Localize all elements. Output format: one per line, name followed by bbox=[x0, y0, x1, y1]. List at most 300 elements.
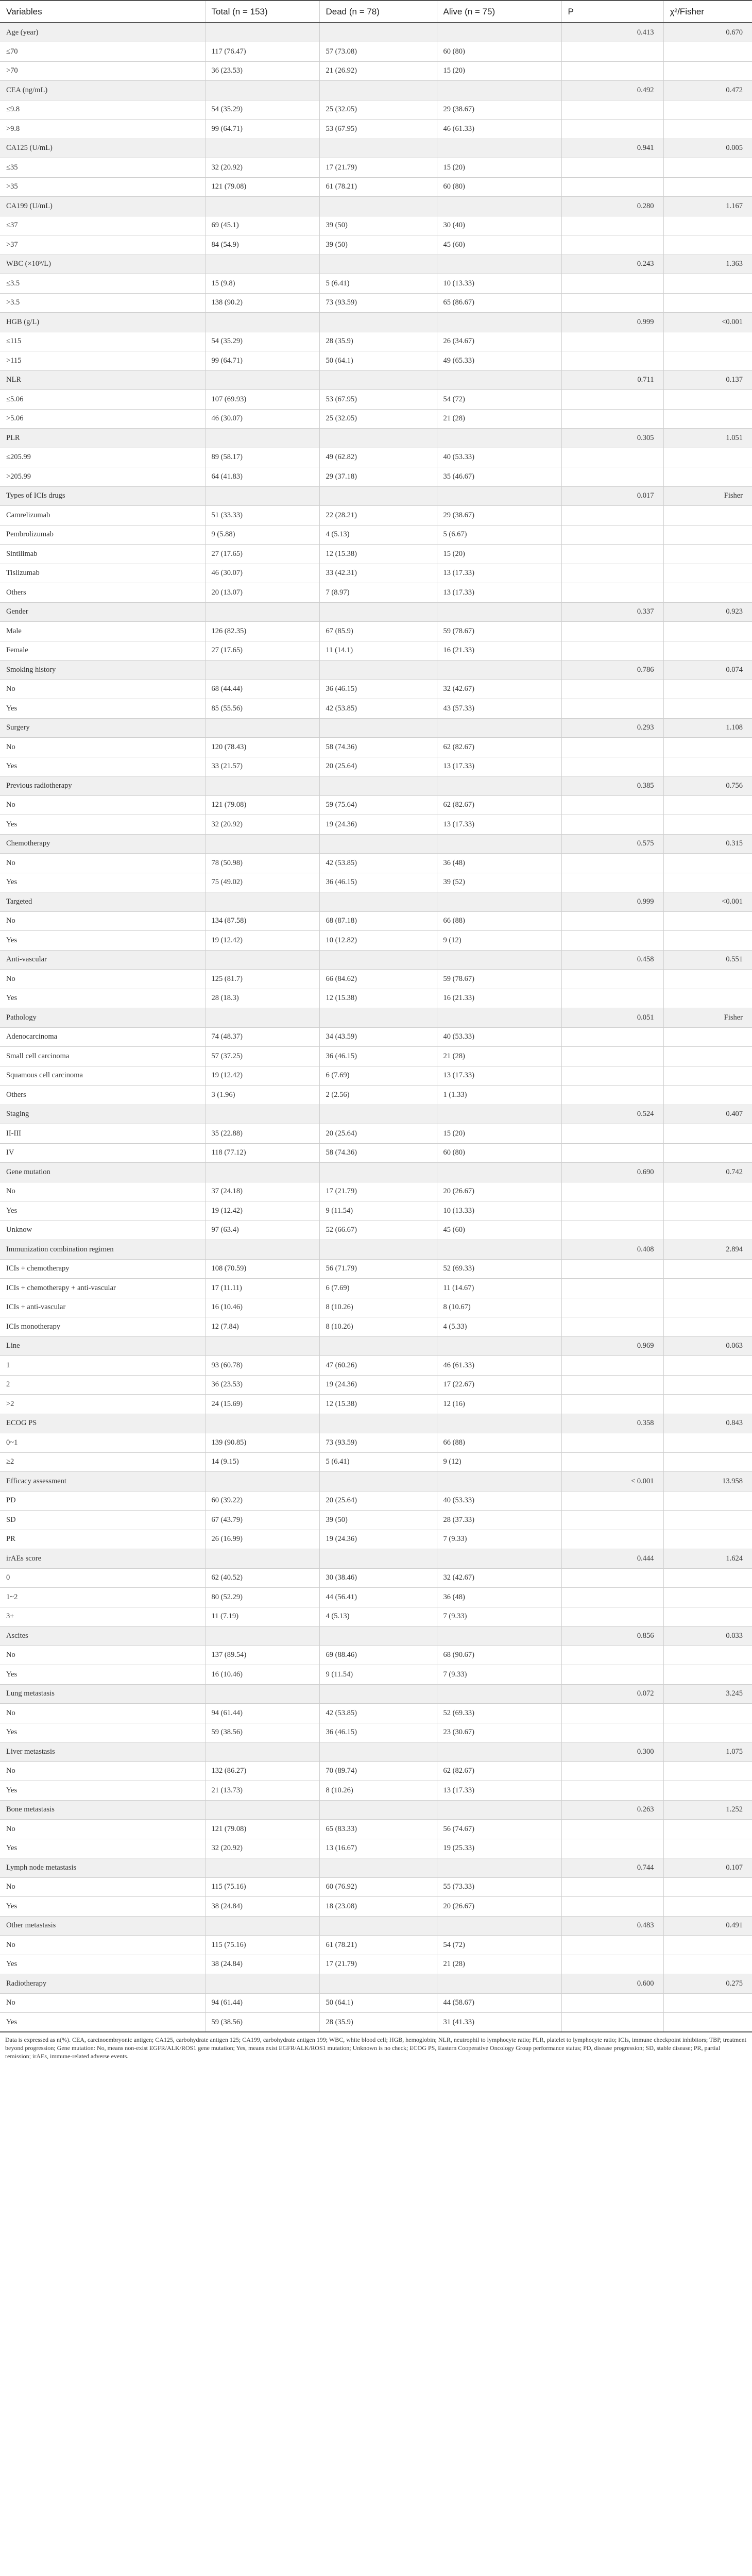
total-cell bbox=[205, 313, 319, 332]
p-value-cell: 0.483 bbox=[561, 1916, 663, 1936]
dead-cell: 20 (25.64) bbox=[319, 1124, 437, 1144]
dead-cell: 57 (73.08) bbox=[319, 42, 437, 62]
chi-fisher-cell: Fisher bbox=[663, 1008, 752, 1028]
alive-cell bbox=[437, 1974, 561, 1994]
chi-fisher-cell bbox=[663, 1356, 752, 1376]
chi-fisher-cell bbox=[663, 1955, 752, 1974]
total-cell: 17 (11.11) bbox=[205, 1279, 319, 1298]
chi-fisher-cell: 0.315 bbox=[663, 834, 752, 854]
p-value-cell bbox=[561, 1588, 663, 1607]
p-value-cell bbox=[561, 100, 663, 120]
total-cell bbox=[205, 1858, 319, 1878]
variable-cell: >5.06 bbox=[0, 409, 205, 429]
alive-cell: 62 (82.67) bbox=[437, 738, 561, 757]
p-value-cell bbox=[561, 1356, 663, 1376]
total-cell: 80 (52.29) bbox=[205, 1588, 319, 1607]
total-cell: 121 (79.08) bbox=[205, 1820, 319, 1839]
alive-cell bbox=[437, 892, 561, 912]
alive-cell: 13 (17.33) bbox=[437, 815, 561, 835]
variable-cell: Yes bbox=[0, 699, 205, 719]
total-cell: 117 (76.47) bbox=[205, 42, 319, 62]
variable-cell: >35 bbox=[0, 177, 205, 197]
table-row bbox=[0, 1182, 752, 1201]
total-cell: 46 (30.07) bbox=[205, 564, 319, 583]
dead-cell: 25 (32.05) bbox=[319, 409, 437, 429]
variable-cell: ≥2 bbox=[0, 1452, 205, 1472]
chi-fisher-cell bbox=[663, 1646, 752, 1665]
dead-cell bbox=[319, 313, 437, 332]
table-row bbox=[0, 120, 752, 139]
p-value-cell: 0.575 bbox=[561, 834, 663, 854]
chi-fisher-cell bbox=[663, 1839, 752, 1858]
table-row bbox=[0, 100, 752, 120]
alive-cell: 39 (52) bbox=[437, 873, 561, 892]
variable-cell: Female bbox=[0, 641, 205, 660]
total-cell: 126 (82.35) bbox=[205, 622, 319, 641]
chi-fisher-cell bbox=[663, 1298, 752, 1317]
table-row bbox=[0, 1530, 752, 1549]
variable-cell: Others bbox=[0, 1086, 205, 1105]
p-value-cell bbox=[561, 158, 663, 178]
total-cell: 32 (20.92) bbox=[205, 815, 319, 835]
variable-cell: Efficacy assessment bbox=[0, 1472, 205, 1492]
chi-fisher-cell bbox=[663, 1568, 752, 1588]
dead-cell: 6 (7.69) bbox=[319, 1066, 437, 1086]
dead-cell: 39 (50) bbox=[319, 216, 437, 235]
alive-cell bbox=[437, 602, 561, 622]
table-row bbox=[0, 1395, 752, 1414]
variable-cell: Staging bbox=[0, 1105, 205, 1124]
total-cell bbox=[205, 660, 319, 680]
p-value-cell bbox=[561, 680, 663, 699]
dead-cell: 36 (46.15) bbox=[319, 680, 437, 699]
alive-cell: 16 (21.33) bbox=[437, 989, 561, 1008]
p-value-cell bbox=[561, 61, 663, 81]
chi-fisher-cell bbox=[663, 1375, 752, 1395]
p-value-cell bbox=[561, 815, 663, 835]
dead-cell: 10 (12.82) bbox=[319, 931, 437, 951]
table-group-row bbox=[0, 255, 752, 274]
dead-cell: 50 (64.1) bbox=[319, 351, 437, 371]
total-cell: 19 (12.42) bbox=[205, 1201, 319, 1221]
chi-fisher-cell bbox=[663, 738, 752, 757]
total-cell bbox=[205, 23, 319, 42]
p-value-cell bbox=[561, 989, 663, 1008]
total-cell bbox=[205, 1549, 319, 1569]
alive-cell: 52 (69.33) bbox=[437, 1259, 561, 1279]
total-cell: 26 (16.99) bbox=[205, 1530, 319, 1549]
chi-fisher-cell bbox=[663, 42, 752, 62]
dead-cell: 21 (26.92) bbox=[319, 61, 437, 81]
dead-cell bbox=[319, 1916, 437, 1936]
alive-cell: 60 (80) bbox=[437, 42, 561, 62]
variable-cell: 1 bbox=[0, 1356, 205, 1376]
p-value-cell: < 0.001 bbox=[561, 1472, 663, 1492]
alive-cell: 7 (9.33) bbox=[437, 1530, 561, 1549]
p-value-cell bbox=[561, 873, 663, 892]
alive-cell: 60 (80) bbox=[437, 177, 561, 197]
dead-cell: 47 (60.26) bbox=[319, 1356, 437, 1376]
p-value-cell bbox=[561, 1259, 663, 1279]
total-cell: 85 (55.56) bbox=[205, 699, 319, 719]
p-value-cell bbox=[561, 448, 663, 467]
table-row bbox=[0, 1221, 752, 1240]
table-row bbox=[0, 1761, 752, 1781]
table-group-row bbox=[0, 950, 752, 970]
total-cell: 19 (12.42) bbox=[205, 931, 319, 951]
table-group-row bbox=[0, 1916, 752, 1936]
total-cell: 132 (86.27) bbox=[205, 1761, 319, 1781]
alive-cell bbox=[437, 23, 561, 42]
p-value-cell bbox=[561, 1820, 663, 1839]
p-value-cell bbox=[561, 911, 663, 931]
total-cell: 118 (77.12) bbox=[205, 1143, 319, 1163]
variable-cell: Yes bbox=[0, 1723, 205, 1742]
dead-cell: 5 (6.41) bbox=[319, 1452, 437, 1472]
p-value-cell: 0.280 bbox=[561, 197, 663, 216]
p-value-cell bbox=[561, 1936, 663, 1955]
chi-fisher-cell bbox=[663, 1143, 752, 1163]
total-cell: 21 (13.73) bbox=[205, 1781, 319, 1801]
table-row bbox=[0, 854, 752, 873]
total-cell: 137 (89.54) bbox=[205, 1646, 319, 1665]
alive-cell: 40 (53.33) bbox=[437, 1491, 561, 1511]
total-cell: 9 (5.88) bbox=[205, 525, 319, 545]
total-cell bbox=[205, 1240, 319, 1260]
table-row bbox=[0, 911, 752, 931]
dead-cell: 17 (21.79) bbox=[319, 1955, 437, 1974]
alive-cell bbox=[437, 660, 561, 680]
alive-cell: 16 (21.33) bbox=[437, 641, 561, 660]
table-row bbox=[0, 1723, 752, 1742]
chi-fisher-cell bbox=[663, 1588, 752, 1607]
variable-cell: >115 bbox=[0, 351, 205, 371]
dead-cell bbox=[319, 834, 437, 854]
table-row bbox=[0, 1897, 752, 1917]
variable-cell: Gene mutation bbox=[0, 1163, 205, 1182]
total-cell: 32 (20.92) bbox=[205, 1839, 319, 1858]
table-row bbox=[0, 61, 752, 81]
variable-cell: No bbox=[0, 738, 205, 757]
total-cell: 51 (33.33) bbox=[205, 506, 319, 526]
chi-fisher-cell bbox=[663, 873, 752, 892]
variable-cell: No bbox=[0, 911, 205, 931]
table-row bbox=[0, 1086, 752, 1105]
alive-cell: 23 (30.67) bbox=[437, 1723, 561, 1742]
total-cell bbox=[205, 950, 319, 970]
table-row bbox=[0, 409, 752, 429]
p-value-cell bbox=[561, 738, 663, 757]
total-cell: 32 (20.92) bbox=[205, 158, 319, 178]
p-value-cell bbox=[561, 525, 663, 545]
chi-fisher-cell bbox=[663, 757, 752, 776]
dead-cell bbox=[319, 139, 437, 158]
variable-cell: ≤35 bbox=[0, 158, 205, 178]
column-header-total: Total (n = 153) bbox=[205, 1, 319, 23]
alive-cell: 60 (80) bbox=[437, 1143, 561, 1163]
p-value-cell bbox=[561, 1375, 663, 1395]
chi-fisher-cell bbox=[663, 699, 752, 719]
chi-fisher-cell bbox=[663, 1027, 752, 1047]
chi-fisher-cell: 1.075 bbox=[663, 1742, 752, 1762]
p-value-cell bbox=[561, 545, 663, 564]
table-row bbox=[0, 989, 752, 1008]
dead-cell: 12 (15.38) bbox=[319, 989, 437, 1008]
p-value-cell bbox=[561, 1723, 663, 1742]
table-row bbox=[0, 1820, 752, 1839]
p-value-cell: 0.051 bbox=[561, 1008, 663, 1028]
total-cell bbox=[205, 1800, 319, 1820]
chi-fisher-cell: Fisher bbox=[663, 486, 752, 506]
table-row bbox=[0, 970, 752, 989]
chi-fisher-cell bbox=[663, 274, 752, 294]
total-cell: 115 (75.16) bbox=[205, 1877, 319, 1897]
p-value-cell: 0.999 bbox=[561, 892, 663, 912]
variable-cell: No bbox=[0, 1820, 205, 1839]
dead-cell: 8 (10.26) bbox=[319, 1781, 437, 1801]
variable-cell: Unknow bbox=[0, 1221, 205, 1240]
alive-cell: 21 (28) bbox=[437, 1047, 561, 1066]
total-cell: 59 (38.56) bbox=[205, 2013, 319, 2032]
table-row bbox=[0, 680, 752, 699]
alive-cell: 9 (12) bbox=[437, 1452, 561, 1472]
table-group-row bbox=[0, 892, 752, 912]
p-value-cell bbox=[561, 1704, 663, 1723]
table-group-row bbox=[0, 1684, 752, 1704]
table-row bbox=[0, 1781, 752, 1801]
dead-cell: 22 (28.21) bbox=[319, 506, 437, 526]
p-value-cell bbox=[561, 216, 663, 235]
table-group-row bbox=[0, 1800, 752, 1820]
chi-fisher-cell bbox=[663, 680, 752, 699]
total-cell: 74 (48.37) bbox=[205, 1027, 319, 1047]
alive-cell: 62 (82.67) bbox=[437, 795, 561, 815]
dead-cell: 39 (50) bbox=[319, 235, 437, 255]
p-value-cell bbox=[561, 1433, 663, 1453]
table-group-row bbox=[0, 370, 752, 390]
chi-fisher-cell: 0.491 bbox=[663, 1916, 752, 1936]
table-row bbox=[0, 1201, 752, 1221]
dead-cell bbox=[319, 23, 437, 42]
p-value-cell: 0.017 bbox=[561, 486, 663, 506]
table-row bbox=[0, 2013, 752, 2032]
p-value-cell bbox=[561, 274, 663, 294]
p-value-cell bbox=[561, 332, 663, 351]
dead-cell: 52 (66.67) bbox=[319, 1221, 437, 1240]
p-value-cell: 0.413 bbox=[561, 23, 663, 42]
variable-cell: Gender bbox=[0, 602, 205, 622]
variable-cell: Pembrolizumab bbox=[0, 525, 205, 545]
p-value-cell: 0.999 bbox=[561, 313, 663, 332]
chi-fisher-cell bbox=[663, 467, 752, 487]
table-row bbox=[0, 1317, 752, 1337]
total-cell: 35 (22.88) bbox=[205, 1124, 319, 1144]
alive-cell: 11 (14.67) bbox=[437, 1279, 561, 1298]
alive-cell: 28 (37.33) bbox=[437, 1511, 561, 1530]
dead-cell: 20 (25.64) bbox=[319, 757, 437, 776]
variable-cell: Immunization combination regimen bbox=[0, 1240, 205, 1260]
chi-fisher-cell bbox=[663, 1511, 752, 1530]
dead-cell: 28 (35.9) bbox=[319, 332, 437, 351]
chi-fisher-cell: 0.407 bbox=[663, 1105, 752, 1124]
dead-cell bbox=[319, 1240, 437, 1260]
variable-cell: CA199 (U/mL) bbox=[0, 197, 205, 216]
dead-cell: 13 (16.67) bbox=[319, 1839, 437, 1858]
p-value-cell: 0.358 bbox=[561, 1414, 663, 1433]
variable-cell: 3+ bbox=[0, 1607, 205, 1626]
p-value-cell bbox=[561, 1201, 663, 1221]
dead-cell: 9 (11.54) bbox=[319, 1201, 437, 1221]
variable-cell: No bbox=[0, 1761, 205, 1781]
table-row bbox=[0, 1143, 752, 1163]
dead-cell bbox=[319, 429, 437, 448]
chi-fisher-cell bbox=[663, 293, 752, 313]
dead-cell bbox=[319, 1684, 437, 1704]
variable-cell: >9.8 bbox=[0, 120, 205, 139]
p-value-cell: 0.744 bbox=[561, 1858, 663, 1878]
p-value-cell bbox=[561, 1066, 663, 1086]
alive-cell: 43 (57.33) bbox=[437, 699, 561, 719]
table-group-row bbox=[0, 718, 752, 738]
variable-cell: ≤205.99 bbox=[0, 448, 205, 467]
total-cell bbox=[205, 834, 319, 854]
chi-fisher-cell: 0.670 bbox=[663, 23, 752, 42]
alive-cell bbox=[437, 1163, 561, 1182]
variable-cell: ECOG PS bbox=[0, 1414, 205, 1433]
chi-fisher-cell: 0.137 bbox=[663, 370, 752, 390]
dead-cell bbox=[319, 1626, 437, 1646]
table-group-row bbox=[0, 1163, 752, 1182]
chi-fisher-cell bbox=[663, 622, 752, 641]
total-cell bbox=[205, 1336, 319, 1356]
p-value-cell: 0.969 bbox=[561, 1336, 663, 1356]
alive-cell bbox=[437, 1626, 561, 1646]
dead-cell: 68 (87.18) bbox=[319, 911, 437, 931]
total-cell bbox=[205, 1008, 319, 1028]
chi-fisher-cell bbox=[663, 854, 752, 873]
dead-cell bbox=[319, 1858, 437, 1878]
dead-cell bbox=[319, 81, 437, 100]
total-cell: 59 (38.56) bbox=[205, 1723, 319, 1742]
variable-cell: Anti-vascular bbox=[0, 950, 205, 970]
variable-cell: Male bbox=[0, 622, 205, 641]
dead-cell bbox=[319, 370, 437, 390]
p-value-cell bbox=[561, 409, 663, 429]
table-row bbox=[0, 1375, 752, 1395]
dead-cell: 19 (24.36) bbox=[319, 1530, 437, 1549]
chi-fisher-cell: 0.005 bbox=[663, 139, 752, 158]
chi-fisher-cell bbox=[663, 1395, 752, 1414]
variable-cell: Lung metastasis bbox=[0, 1684, 205, 1704]
alive-cell: 46 (61.33) bbox=[437, 120, 561, 139]
chi-fisher-cell bbox=[663, 525, 752, 545]
variable-cell: Sintilimab bbox=[0, 545, 205, 564]
total-cell: 115 (75.16) bbox=[205, 1936, 319, 1955]
total-cell: 57 (37.25) bbox=[205, 1047, 319, 1066]
alive-cell: 68 (90.67) bbox=[437, 1646, 561, 1665]
table-row bbox=[0, 448, 752, 467]
total-cell: 16 (10.46) bbox=[205, 1665, 319, 1685]
column-header-variables: Variables bbox=[0, 1, 205, 23]
table-row bbox=[0, 177, 752, 197]
chi-fisher-cell: 0.923 bbox=[663, 602, 752, 622]
table-row bbox=[0, 795, 752, 815]
variable-cell: No bbox=[0, 1704, 205, 1723]
variable-cell: Other metastasis bbox=[0, 1916, 205, 1936]
dead-cell: 50 (64.1) bbox=[319, 1993, 437, 2013]
alive-cell: 45 (60) bbox=[437, 235, 561, 255]
variable-cell: 2 bbox=[0, 1375, 205, 1395]
alive-cell: 20 (26.67) bbox=[437, 1182, 561, 1201]
alive-cell: 1 (1.33) bbox=[437, 1086, 561, 1105]
variable-cell: Adenocarcinoma bbox=[0, 1027, 205, 1047]
alive-cell: 17 (22.67) bbox=[437, 1375, 561, 1395]
total-cell: 89 (58.17) bbox=[205, 448, 319, 467]
total-cell: 97 (63.4) bbox=[205, 1221, 319, 1240]
variable-cell: No bbox=[0, 1936, 205, 1955]
alive-cell bbox=[437, 429, 561, 448]
p-value-cell bbox=[561, 1298, 663, 1317]
alive-cell: 4 (5.33) bbox=[437, 1317, 561, 1337]
total-cell: 38 (24.84) bbox=[205, 1897, 319, 1917]
p-value-cell bbox=[561, 1665, 663, 1685]
table-group-row bbox=[0, 429, 752, 448]
p-value-cell: 0.690 bbox=[561, 1163, 663, 1182]
alive-cell: 13 (17.33) bbox=[437, 757, 561, 776]
dead-cell: 28 (35.9) bbox=[319, 2013, 437, 2032]
table-row bbox=[0, 1936, 752, 1955]
alive-cell: 13 (17.33) bbox=[437, 583, 561, 603]
p-value-cell bbox=[561, 1143, 663, 1163]
dead-cell: 5 (6.41) bbox=[319, 274, 437, 294]
p-value-cell: 0.941 bbox=[561, 139, 663, 158]
alive-cell: 62 (82.67) bbox=[437, 1761, 561, 1781]
total-cell bbox=[205, 892, 319, 912]
p-value-cell bbox=[561, 120, 663, 139]
total-cell: 99 (64.71) bbox=[205, 351, 319, 371]
total-cell: 67 (43.79) bbox=[205, 1511, 319, 1530]
chi-fisher-cell bbox=[663, 177, 752, 197]
dead-cell: 36 (46.15) bbox=[319, 873, 437, 892]
alive-cell: 66 (88) bbox=[437, 911, 561, 931]
table-group-row bbox=[0, 313, 752, 332]
alive-cell bbox=[437, 834, 561, 854]
alive-cell: 52 (69.33) bbox=[437, 1704, 561, 1723]
dead-cell bbox=[319, 1549, 437, 1569]
variable-cell: Surgery bbox=[0, 718, 205, 738]
chi-fisher-cell bbox=[663, 911, 752, 931]
alive-cell: 40 (53.33) bbox=[437, 448, 561, 467]
alive-cell: 36 (48) bbox=[437, 1588, 561, 1607]
chi-fisher-cell: 0.074 bbox=[663, 660, 752, 680]
variable-cell: No bbox=[0, 970, 205, 989]
table-row bbox=[0, 545, 752, 564]
p-value-cell: 0.305 bbox=[561, 429, 663, 448]
table-group-row bbox=[0, 1472, 752, 1492]
chi-fisher-cell: 0.472 bbox=[663, 81, 752, 100]
p-value-cell: 0.524 bbox=[561, 1105, 663, 1124]
variable-cell: Liver metastasis bbox=[0, 1742, 205, 1762]
alive-cell bbox=[437, 370, 561, 390]
dead-cell bbox=[319, 197, 437, 216]
dead-cell: 49 (62.82) bbox=[319, 448, 437, 467]
p-value-cell bbox=[561, 1955, 663, 1974]
total-cell bbox=[205, 139, 319, 158]
variable-cell: Chemotherapy bbox=[0, 834, 205, 854]
p-value-cell: 0.293 bbox=[561, 718, 663, 738]
dead-cell bbox=[319, 1105, 437, 1124]
total-cell bbox=[205, 1974, 319, 1994]
